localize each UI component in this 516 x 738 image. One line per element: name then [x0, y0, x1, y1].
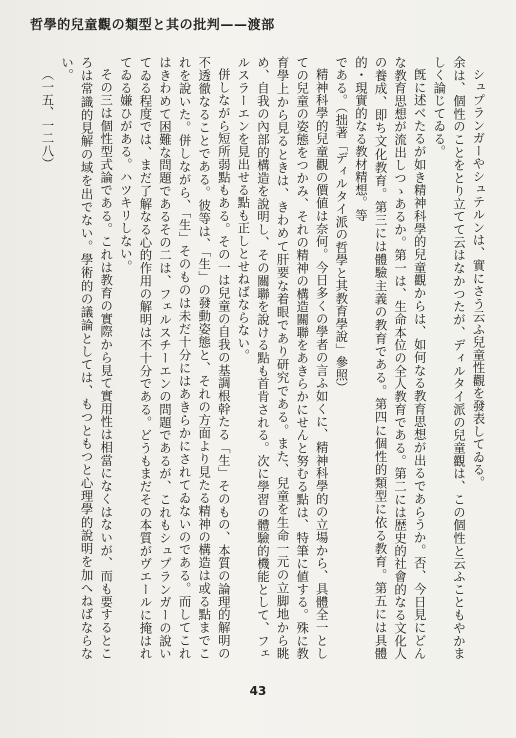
body-text	[30, 56, 488, 660]
paragraph: シュプランガーやシュテルンは、實にさう云ふ兒童性觀を發表してゐる。	[471, 68, 486, 490]
paragraph: 余は、個性のことをとり立てて云はなかつたが、ディルタイ派の兒童觀は、この個性と云ふこともやかましく論じてゐる。	[431, 56, 467, 660]
paragraph: 併しながら短所弱點もある。その一は兒童の自我の基調根幹たる「生」そのもの、本質の論理的解明の不透徹なることである。彼等は、「生」の發動姿態と、それの方面より見たる精神の構造は或る點までこれを說いた。併しながら、「生」そのものは未だ十分にはあきらかにされてゐないのである。而してこれはきわめて困難な問題であるその二は、フェルスチーエンの問題であるが、これもシュプランガーの說いてゐる程度では、まだ了解なる心的作用の解明は不十分である。どうもまだその本質がヴエールに掩はれてゐる嫌ひがある。ハツキリしない。	[118, 56, 232, 660]
running-head: 哲學的兒童觀の類型と其の批判——渡部	[30, 18, 275, 33]
paragraph: である。（拙著「ディルタイ派の哲學と其教育學說」參照）	[333, 56, 349, 395]
paragraph: 精神科學的兒童觀の價値は奈何。今日多くの學者の言ふ如くに、精神科學的の立場から、具體全一としての兒童の姿態をつかみ、それの精神の構造關聯をあきらかにせんと努むる點は、特筆に値する。殊に教育學上から見るときは、きわめて肝要な着眼であり研究である。また、兒童を生命一元の立脚地から眺め、自我の內部的構造を說明し、その關聯を說ける點も首肯される。次に學習の體驗的機能として、フェルスラーエンを見出せる點も正しとせねばならない。	[235, 56, 330, 660]
page-number: 43	[249, 684, 267, 698]
paragraph: 旣に述べたるが如き精神科學的兒童觀からは、如何なる教育思想が出るであらうか。否、今日見にどんな教育思想が流出しつゝあるか。第一は、生命本位の全人教育である。第二には歴史的社會的なる文化人の養成、即ち文化教育。第三には體驗主義の教育である。第四に個性的類型に依る教育。第五には具體的・現實的なる教材精想。等	[353, 56, 428, 660]
date-reference: （一五、一二八）	[39, 68, 55, 170]
paragraph: その三は個性型式論である。これは教育の實際から見て實用性は相當になくはないが、而も要するところは常識的見解の域を出でない。學術的の議論としては、もつともつと心理學的說明を加へねばならない。	[59, 56, 114, 660]
